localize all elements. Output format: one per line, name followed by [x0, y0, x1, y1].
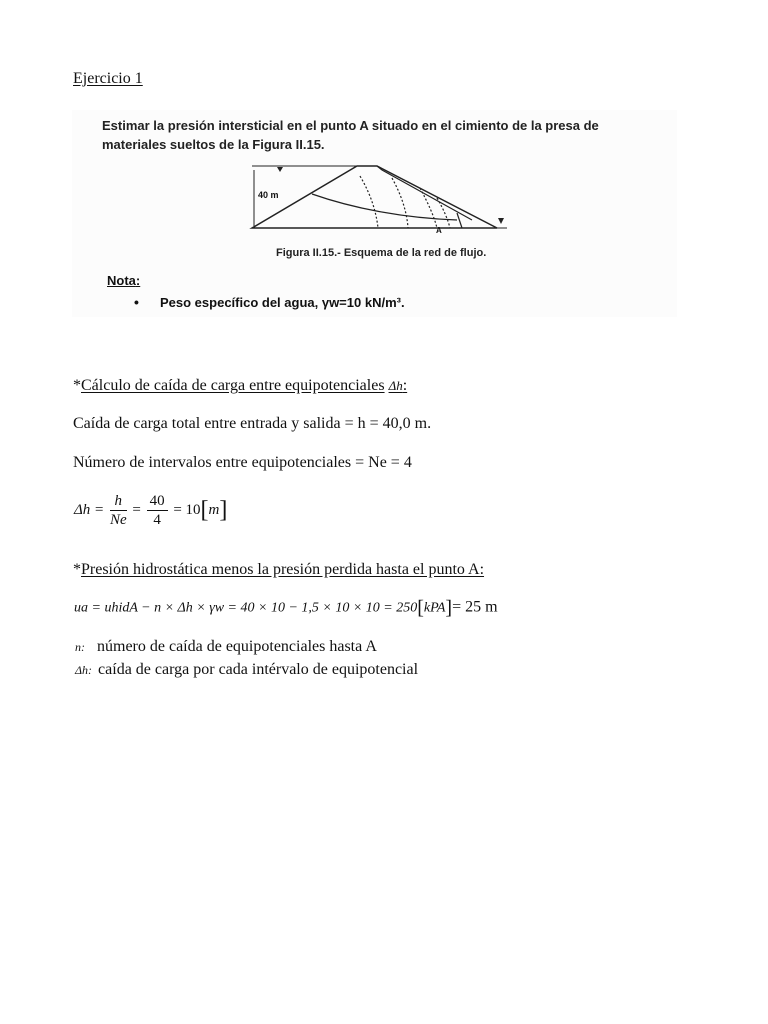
section1-heading: *Cálculo de caída de carga entre equipotenciales Δh: — [73, 377, 408, 394]
flow-net-diagram — [242, 158, 532, 238]
equipotential-intervals-line: Número de intervalos entre equipotenciales = Ne = 4 — [73, 454, 412, 471]
note-bullet-text: Peso específico del agua, γw=10 kN/m³. — [160, 295, 405, 310]
definition-delta-h: Δh: caída de carga por cada intérvalo de equipotencial — [75, 661, 419, 678]
bullet-icon: • — [134, 294, 139, 310]
head-drop-equation: Δh = $\frac{h}{Ne}$ = $\frac{40}{4}$ = 10[m] — [74, 493, 228, 528]
problem-statement-line2: materiales sueltos de la Figura II.15. — [102, 137, 325, 152]
definition-n: n: número de caída de equipotenciales hasta A — [75, 638, 377, 655]
equipotential-line — [420, 188, 437, 228]
problem-scan — [72, 110, 677, 317]
figure-point-label: A — [436, 226, 442, 235]
note-label: Nota: — [107, 273, 141, 288]
total-head-loss-line: Caída de carga total entre entrada y salida = h = 40,0 m. — [73, 415, 432, 432]
water-level-marker — [277, 167, 283, 172]
dam-toe-line — [457, 213, 462, 228]
figure-caption: Figura II.15.- Esquema de la red de flujo. — [276, 247, 487, 259]
equipotential-line — [392, 178, 408, 228]
equipotential-line — [360, 176, 378, 228]
problem-statement-line1: Estimar la presión intersticial en el punto A situado en el cimiento de la presa de — [102, 118, 599, 133]
figure-height-label: 40 m — [258, 190, 279, 200]
phreatic-line — [312, 194, 457, 220]
page-title: Ejercicio 1 — [73, 70, 143, 87]
dam-outline — [252, 166, 497, 228]
section2-heading: *Presión hidrostática menos la presión perdida hasta el punto A: — [73, 561, 485, 578]
tailwater-marker — [498, 218, 504, 224]
pore-pressure-equation: ua = uhidA − n × Δh × γw = 40 × 10 − 1,5 × 10 × 10 = 250[kPA]= 25 m — [74, 597, 498, 619]
